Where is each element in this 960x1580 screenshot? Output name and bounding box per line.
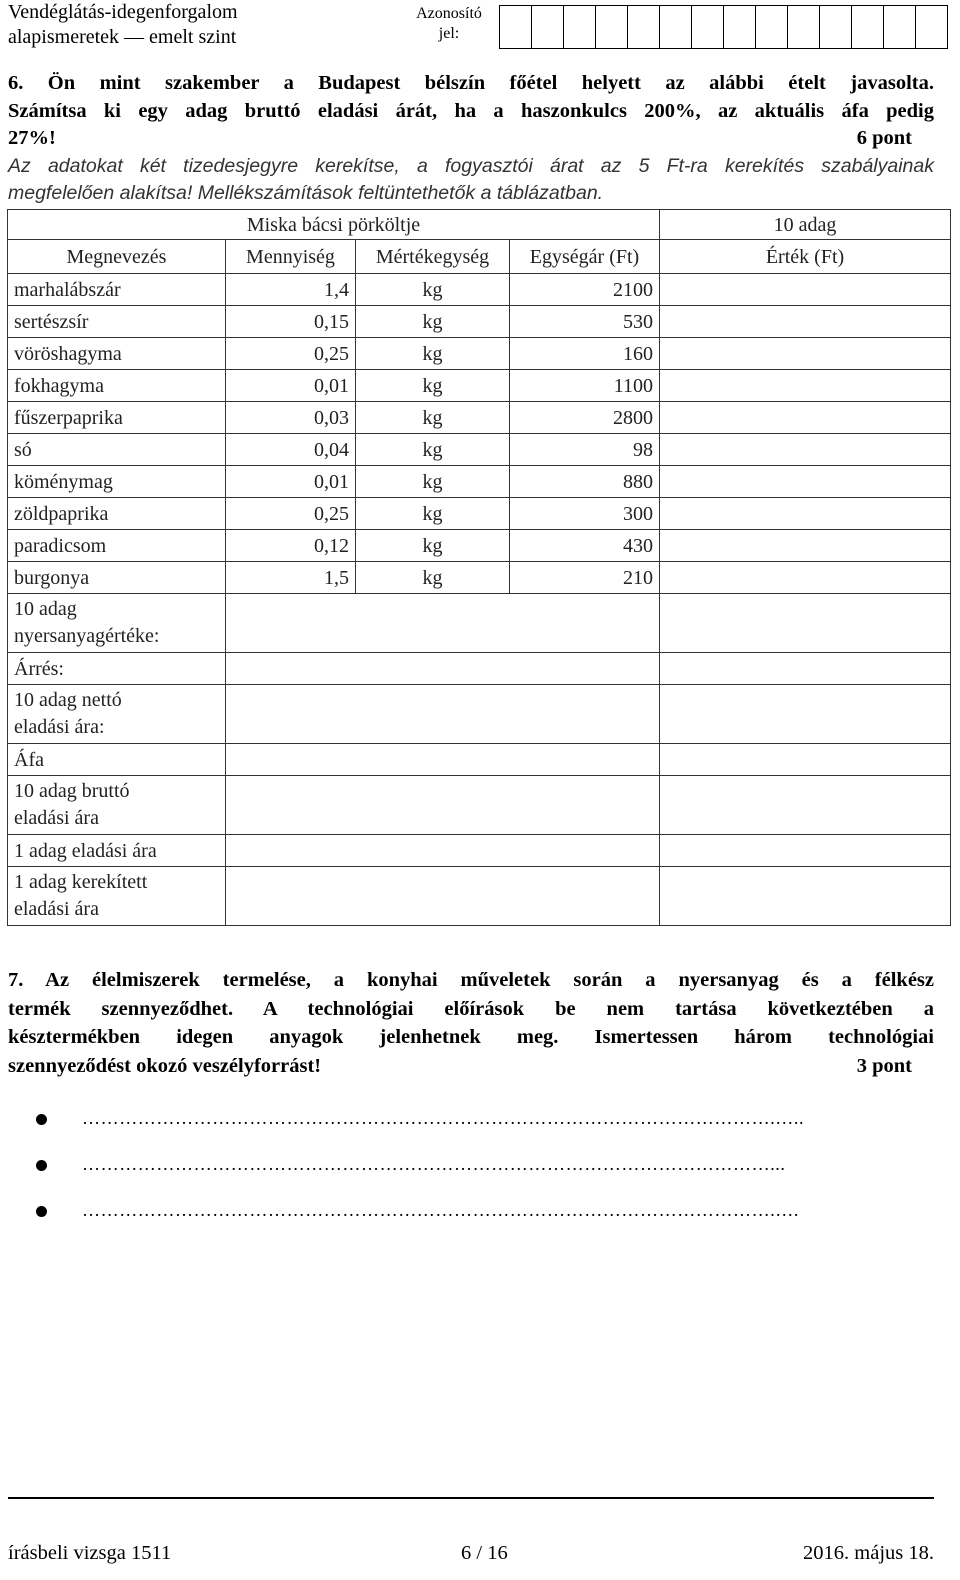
ingredient-price: 210 [510, 562, 660, 594]
ingredient-name: paradicsom [8, 530, 226, 562]
q7-line-4 [8, 1052, 934, 1081]
ingredient-unit: kg [356, 370, 510, 402]
id-box[interactable] [563, 5, 596, 49]
id-box[interactable] [851, 5, 884, 49]
bullet-icon [36, 1206, 47, 1217]
subject-line-1: Vendéglátás-idegenforgalom [8, 1, 238, 23]
table-header-row [8, 240, 951, 274]
summary-row-rounded [8, 867, 951, 926]
ingredient-qty: 0,01 [226, 370, 356, 402]
table-row [8, 434, 951, 466]
value-cell[interactable] [660, 594, 951, 653]
summary-label-line: 10 adag [14, 598, 77, 620]
ingredient-qty: 0,25 [226, 498, 356, 530]
id-box[interactable] [915, 5, 948, 49]
table-row [8, 562, 951, 594]
summary-label-rounded [8, 867, 226, 926]
ingredient-qty: 0,03 [226, 402, 356, 434]
ingredient-price: 98 [510, 434, 660, 466]
summary-label-gross-price [8, 776, 226, 835]
ingredient-unit: kg [356, 402, 510, 434]
answer-line[interactable]: …………………………………………………………………………………………………... [82, 1154, 786, 1174]
portion-count: 10 adag [660, 210, 951, 240]
summary-row-one-portion [8, 835, 951, 867]
id-label [408, 4, 490, 44]
summary-row-raw-value [8, 594, 951, 653]
summary-label-net-price [8, 685, 226, 744]
ingredient-qty: 0,01 [226, 466, 356, 498]
summary-label-line: 10 adag bruttó [14, 780, 130, 802]
footer-divider [8, 1497, 934, 1499]
value-cell[interactable] [660, 653, 951, 685]
col-header-unit: Mértékegység [356, 240, 510, 274]
summary-row-margin [8, 653, 951, 685]
ingredient-price: 300 [510, 498, 660, 530]
value-cell[interactable] [660, 370, 951, 402]
footer-exam-code: írásbeli vizsga 1511 [8, 1542, 172, 1564]
ingredient-unit: kg [356, 306, 510, 338]
value-cell[interactable] [660, 835, 951, 867]
ingredient-name: köménymag [8, 466, 226, 498]
table-row [8, 402, 951, 434]
ingredient-qty: 0,25 [226, 338, 356, 370]
calc-cell[interactable] [226, 867, 660, 926]
table-row [8, 338, 951, 370]
summary-label-raw-value [8, 594, 226, 653]
q6-line-2: Számítsa ki egy adag bruttó eladási árát, ha a haszonkulcs 200%, az aktuális áfa pedig [8, 99, 934, 122]
id-label-line-2: jel: [438, 25, 460, 42]
table-row [8, 498, 951, 530]
ingredient-price: 160 [510, 338, 660, 370]
col-header-name: Megnevezés [8, 240, 226, 274]
calc-cell[interactable] [226, 744, 660, 776]
ingredient-qty: 0,04 [226, 434, 356, 466]
ingredient-unit: kg [356, 274, 510, 306]
ingredient-price: 2100 [510, 274, 660, 306]
summary-label-line: eladási ára [14, 807, 99, 829]
ingredient-unit: kg [356, 466, 510, 498]
ingredient-name: fokhagyma [8, 370, 226, 402]
id-box[interactable] [499, 5, 532, 49]
recipe-title: Miska bácsi pörköltje [8, 210, 660, 240]
q7-line-3: késztermékben idegen anyagok jelenhetnek meg. Ismertessen három technológiai [8, 1026, 934, 1048]
q6-line-3-text: 27%! [8, 127, 56, 149]
id-label-line-1: Azonosító [416, 5, 482, 22]
ingredient-unit: kg [356, 498, 510, 530]
value-cell[interactable] [660, 434, 951, 466]
ingredient-price: 2800 [510, 402, 660, 434]
ingredient-unit: kg [356, 338, 510, 370]
id-code-boxes [499, 5, 948, 49]
value-cell[interactable] [660, 306, 951, 338]
page-number: 6 / 16 [461, 1542, 508, 1564]
subject-line-2: alapismeretek — emelt szint [8, 26, 237, 48]
q7-points: 3 pont [856, 1054, 912, 1077]
q6-note-2: megfelelően alakítsa! Mellékszámítások feltüntethetők a táblázatban. [8, 182, 604, 204]
summary-row-gross-price [8, 776, 951, 835]
value-cell[interactable] [660, 498, 951, 530]
id-box[interactable] [531, 5, 564, 49]
summary-label-line: nyersanyagértéke: [14, 625, 160, 647]
value-cell[interactable] [660, 530, 951, 562]
ingredient-name: sertészsír [8, 306, 226, 338]
ingredient-unit: kg [356, 530, 510, 562]
ingredient-name: vöröshagyma [8, 338, 226, 370]
id-box[interactable] [595, 5, 628, 49]
ingredient-name: burgonya [8, 562, 226, 594]
summary-label-line: 1 adag kerekített [14, 871, 148, 893]
id-box[interactable] [787, 5, 820, 49]
question-7 [8, 966, 934, 1080]
table-title-row [8, 210, 951, 240]
col-header-qty: Mennyiség [226, 240, 356, 274]
ingredient-price: 1100 [510, 370, 660, 402]
question-6 [8, 70, 934, 208]
ingredient-unit: kg [356, 562, 510, 594]
ingredient-name: fűszerpaprika [8, 402, 226, 434]
q6-line-1: 6. Ön mint szakember a Budapest bélszín főétel helyett az alábbi ételt javasolta. [8, 72, 934, 94]
calc-cell[interactable] [226, 594, 660, 653]
value-cell[interactable] [660, 776, 951, 835]
q7-line-1: 7. Az élelmiszerek termelése, a konyhai műveletek során a nyersanyag és a félkész [8, 969, 934, 991]
summary-label-line: 10 adag nettó [14, 689, 122, 711]
table-row [8, 274, 951, 306]
summary-label-vat: Áfa [8, 744, 226, 776]
table-row [8, 530, 951, 562]
table-row [8, 466, 951, 498]
value-cell[interactable] [660, 562, 951, 594]
ingredient-qty: 1,5 [226, 562, 356, 594]
answer-line[interactable]: ………………………………………………………………………………………………….….. [82, 1108, 805, 1128]
q6-note-1: Az adatokat két tizedesjegyre kerekítse, a fogyasztói árat az 5 Ft-ra kerekítés szabályainak [8, 154, 934, 177]
id-box[interactable] [627, 5, 660, 49]
id-box[interactable] [819, 5, 852, 49]
col-header-value: Érték (Ft) [660, 240, 951, 274]
ingredient-name: zöldpaprika [8, 498, 226, 530]
ingredient-price: 880 [510, 466, 660, 498]
calc-cell[interactable] [226, 685, 660, 744]
ingredient-name: só [8, 434, 226, 466]
calc-cell[interactable] [226, 776, 660, 835]
summary-label-margin: Árrés: [8, 653, 226, 685]
summary-label-one-portion: 1 adag eladási ára [8, 835, 226, 867]
value-cell[interactable] [660, 338, 951, 370]
value-cell[interactable] [660, 867, 951, 926]
ingredient-price: 430 [510, 530, 660, 562]
q6-points: 6 pont [856, 127, 912, 149]
exam-subject [8, 0, 238, 50]
ingredient-unit: kg [356, 434, 510, 466]
ingredient-qty: 0,12 [226, 530, 356, 562]
table-row [8, 370, 951, 402]
id-box[interactable] [723, 5, 756, 49]
ingredient-qty: 0,15 [226, 306, 356, 338]
calc-cell[interactable] [226, 835, 660, 867]
footer-date: 2016. május 18. [803, 1542, 934, 1564]
value-cell[interactable] [660, 402, 951, 434]
q7-line-2: termék szennyeződhet. A technológiai előírások be nem tartása következtében a [8, 997, 934, 1020]
ingredient-price: 530 [510, 306, 660, 338]
col-header-price: Egységár (Ft) [510, 240, 660, 274]
value-cell[interactable] [660, 466, 951, 498]
value-cell[interactable] [660, 744, 951, 776]
recipe-table [7, 209, 951, 926]
summary-label-line: eladási ára [14, 898, 99, 920]
bullet-icon [36, 1160, 47, 1171]
summary-label-line: eladási ára: [14, 716, 105, 738]
ingredient-qty: 1,4 [226, 274, 356, 306]
q7-line-4-text: szennyeződést okozó veszélyforrást! [8, 1054, 322, 1077]
value-cell[interactable] [660, 685, 951, 744]
id-box[interactable] [755, 5, 788, 49]
table-row [8, 306, 951, 338]
calc-cell[interactable] [226, 653, 660, 685]
value-cell[interactable] [660, 274, 951, 306]
q6-line-3 [8, 125, 934, 153]
id-box[interactable] [691, 5, 724, 49]
ingredient-name: marhalábszár [8, 274, 226, 306]
id-box[interactable] [659, 5, 692, 49]
answer-line[interactable]: ………………………………………………………………………………………………….…. [82, 1200, 799, 1220]
summary-row-net-price [8, 685, 951, 744]
id-box[interactable] [883, 5, 916, 49]
summary-row-vat [8, 744, 951, 776]
bullet-icon [36, 1114, 47, 1125]
